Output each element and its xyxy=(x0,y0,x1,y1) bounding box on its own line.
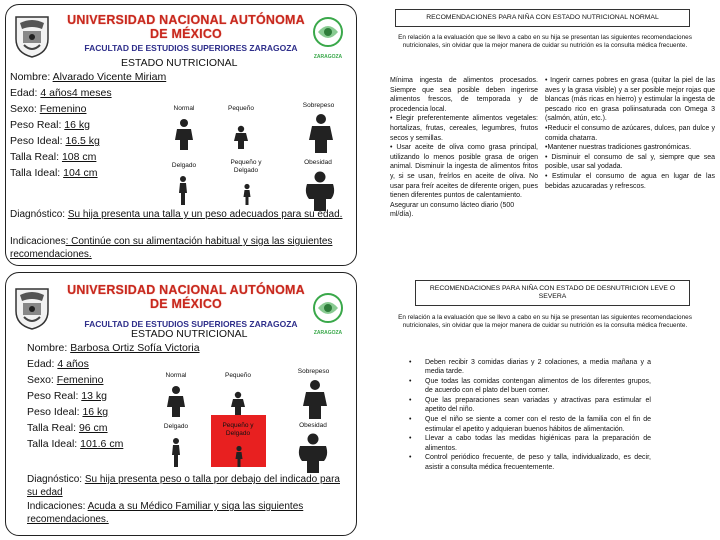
field-peso-real: Peso Real: 16 kg xyxy=(10,119,90,131)
list-item: • Control periódico frecuente, de peso y talla, individualizado, es decir, asistir a consulta médica frecuentemente. xyxy=(405,453,651,472)
fes-logo-caption: ZARAGOZA xyxy=(313,330,343,336)
child-figure-icon xyxy=(232,125,250,149)
list-item: • Llevar a cabo todas las medidas higiénicas para la preparación de alimentos. xyxy=(405,434,651,453)
recommendation-item: • Ingerir carnes pobres en grasa (quitar la piel de las aves y la grasa visible) y a ser posible mejor rojas que blancas (más ricas en hierro) y estimular la ingesta de pescado rico en grasa poliinsaturada con Omega 3 (salmón, atún, etc.). xyxy=(545,77,715,123)
child-figure-icon xyxy=(241,183,253,205)
nutrition-card-1 xyxy=(5,4,357,266)
recommendations-header-desnutricion: RECOMENDACIONES PARA NIÑA CON ESTADO DE DESNUTRICION LEVE O SEVERA xyxy=(415,280,690,306)
list-item: • Deben recibir 3 comidas diarias y 2 colaciones, a media mañana y a media tarde. xyxy=(405,358,651,377)
recommendation-item: Asegurar un consumo lácteo diario (500 ml/día). xyxy=(390,201,515,219)
category-delgado-label: Delgado xyxy=(171,162,197,169)
child-figure-icon xyxy=(164,385,188,417)
category-pequeno-delgado-label: Pequeño y Delgado xyxy=(222,422,254,437)
category-delgado-label: Delgado xyxy=(163,423,189,430)
child-figure-icon xyxy=(176,175,190,205)
recommendations-left-column xyxy=(390,76,538,220)
university-title: UNIVERSIDAD NACIONAL AUTÓNOMA DE MÉXICO xyxy=(67,283,305,311)
category-pequeno-label: Pequeño xyxy=(224,372,252,379)
field-peso-real: Peso Real: 13 kg xyxy=(27,390,107,402)
category-pequeno-delgado-label: Pequeño y Delgado xyxy=(230,159,262,174)
list-item: • Que el niño se siente a comer con el resto de la familia con el fin de estimular el apetito y adquieran buenos hábitos de alimentación. xyxy=(405,415,651,434)
field-peso-ideal: Peso Ideal: 16 kg xyxy=(27,406,109,418)
field-edad: Edad: 4 años xyxy=(27,358,89,370)
fes-zaragoza-logo-icon xyxy=(306,15,350,60)
child-figure-icon xyxy=(172,118,196,150)
faculty-title: FACULTAD DE ESTUDIOS SUPERIORES ZARAGOZA xyxy=(84,43,298,53)
recommendations-intro: En relación a la evaluación que se llevo a cabo en su hija se presentan las siguientes recomendaciones nutricionales, sin olvidar que la mejor manera de cuidar su nutrición es la consulta médica frecuente. xyxy=(398,34,692,50)
field-nombre: Nombre: Alvarado Vicente Miriam xyxy=(10,71,167,83)
recommendation-item: •Mantener nuestras tradiciones gastronómicas. xyxy=(545,144,692,152)
diagnosis-text: Diagnóstico: Su hija presenta una talla y un peso adecuados para su edad. xyxy=(10,209,343,220)
recommendation-item: • Estimular el consumo de agua en lugar de las bebidas azucaradas y refrescos. xyxy=(545,172,715,190)
field-talla-ideal: Talla Ideal: 101.6 cm xyxy=(27,438,124,450)
field-nombre: Nombre: Barbosa Ortiz Sofía Victoria xyxy=(27,342,200,354)
indications-text: Indicaciones: Acuda a su Médico Familiar y siga las siguientes recomendaciones. xyxy=(27,501,304,525)
child-figure-icon xyxy=(233,445,245,467)
field-talla-real: Talla Real: 108 cm xyxy=(10,151,97,163)
recommendation-item: Mínima ingesta de alimentos procesados. Siempre que sea posible deben ingerirse alimentos frescos, de temporada y de procedencia local. xyxy=(390,77,538,113)
unam-crest-icon xyxy=(12,13,52,59)
field-talla-real: Talla Real: 96 cm xyxy=(27,422,108,434)
indications-text: Indicaciones: Continúe con su alimentación habitual y siga las siguientes recomendaciones. xyxy=(10,236,333,260)
child-figure-icon xyxy=(229,391,247,415)
category-obesidad-label: Obesidad xyxy=(304,159,332,166)
nutrition-card-2 xyxy=(5,272,357,536)
category-normal-label: Normal xyxy=(165,372,187,379)
category-obesidad-label: Obesidad xyxy=(299,422,327,429)
recommendations-bullet-list xyxy=(405,358,651,473)
list-item: • Que las preparaciones sean variadas y atractivas para estimular el apetito del niño. xyxy=(405,396,651,415)
field-talla-ideal: Talla Ideal: 104 cm xyxy=(10,167,98,179)
category-pequeno-label: Pequeño xyxy=(227,105,255,112)
category-sobrepeso-label: Sobrepeso xyxy=(297,368,330,375)
child-figure-icon xyxy=(304,171,336,211)
list-item: • Que todas las comidas contengan alimentos de los diferentes grupos, de acuerdo con el plato del buen comer. xyxy=(405,377,651,396)
recommendations-intro: En relación a la evaluación que se llevo a cabo en su hija se presentan las siguientes recomendaciones nutricionales, sin olvidar que la mejor manera de cuidar su nutrición es la consulta médica frecuente. xyxy=(398,314,692,330)
child-figure-icon xyxy=(169,437,183,467)
category-sobrepeso-label: Sobrepeso xyxy=(302,102,335,109)
recommendation-item: • Elegir preferentemente alimentos vegetales: hortalizas, frutas, cereales, legumbres, frutos secos y semillas. xyxy=(390,115,538,142)
university-title: UNIVERSIDAD NACIONAL AUTÓNOMA DE MÉXICO xyxy=(67,13,305,41)
field-peso-ideal: Peso Ideal: 16.5 kg xyxy=(10,135,100,147)
recommendation-item: • Disminuir el consumo de sal y, siempre que sea posible, usar sal yodada. xyxy=(545,153,715,171)
fes-zaragoza-logo-icon xyxy=(306,291,350,336)
field-edad: Edad: 4 años4 meses xyxy=(10,87,112,99)
faculty-title: FACULTAD DE ESTUDIOS SUPERIORES ZARAGOZA xyxy=(84,319,298,329)
diagnosis-text: Diagnóstico: Su hija presenta peso o talla por debajo del indicado para su edad xyxy=(27,474,340,498)
recommendation-item: • Usar aceite de oliva como grasa principal, utilizando lo menos posible grasa de origen animal. Disminuir la ingesta de alimentos fritos y, si se usan, freírlos en aceite de oliva. No usar para freír aceites de diferente origen, pues tienen diferentes puntos de calentamiento. xyxy=(390,144,538,200)
child-figure-icon xyxy=(308,113,334,153)
child-figure-icon xyxy=(302,379,328,419)
child-figure-icon xyxy=(297,433,329,473)
report-title: ESTADO NUTRICIONAL xyxy=(131,328,248,340)
unam-crest-icon xyxy=(12,285,52,331)
category-normal-label: Normal xyxy=(173,105,195,112)
field-sexo: Sexo: Femenino xyxy=(10,103,87,115)
recommendations-right-column xyxy=(545,76,715,191)
recommendation-item: •Reducir el consumo de azúcares, dulces, pan dulce y comida chatarra. xyxy=(545,124,715,142)
recommendations-header-normal: RECOMENDACIONES PARA NIÑA CON ESTADO NUTRICIONAL NORMAL xyxy=(395,9,690,27)
fes-logo-caption: ZARAGOZA xyxy=(313,54,343,60)
report-title: ESTADO NUTRICIONAL xyxy=(121,57,238,69)
field-sexo: Sexo: Femenino xyxy=(27,374,104,386)
